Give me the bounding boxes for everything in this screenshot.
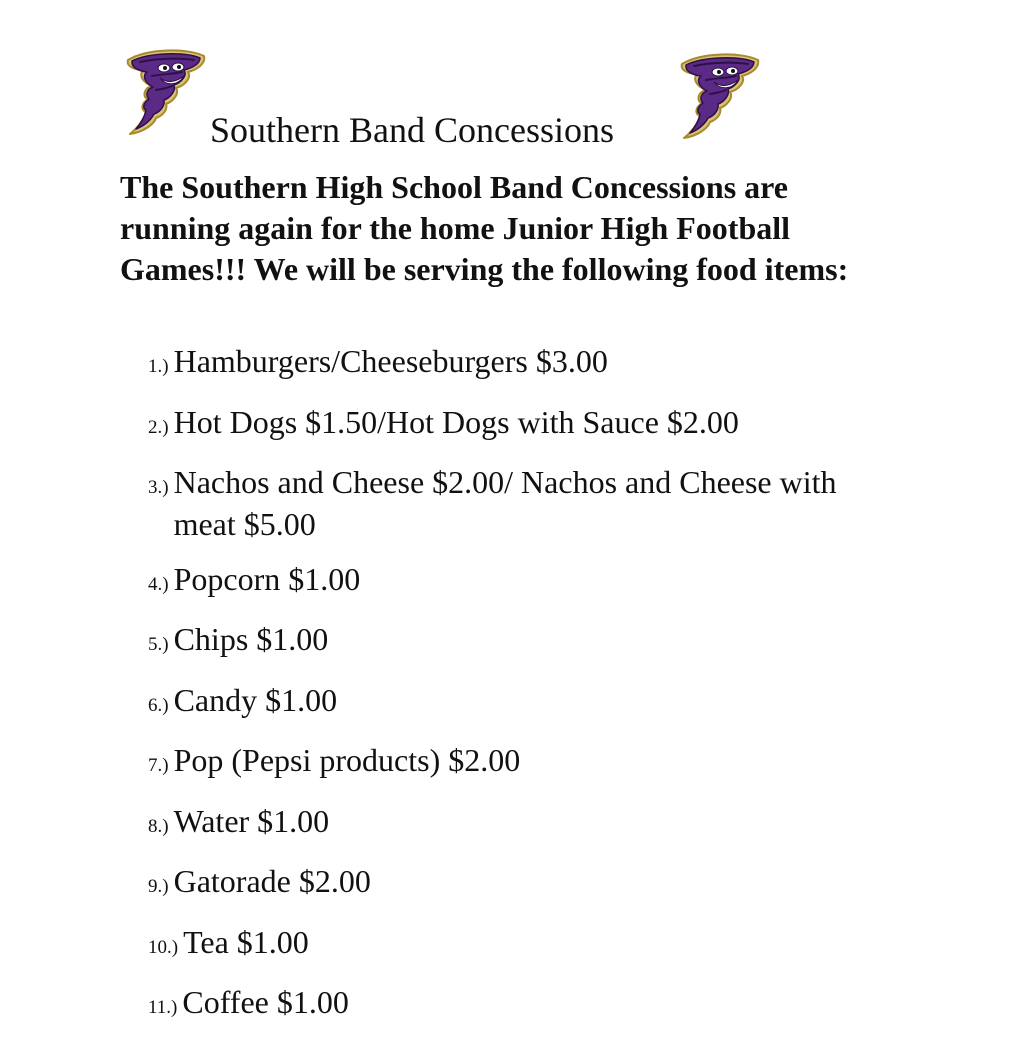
- menu-item: [148, 340, 868, 388]
- tornado-mascot-icon: [118, 46, 208, 141]
- menu-item-text: Nachos and Cheese $2.00/ Nachos and Cheese with meat $5.00: [173, 464, 837, 542]
- menu-item-text: Coffee $1.00: [182, 984, 349, 1020]
- menu-item-text: Popcorn $1.00: [173, 560, 361, 597]
- menu-item: [148, 618, 868, 666]
- menu-item: [148, 461, 868, 545]
- menu-item-text: Gatorade $2.00: [173, 863, 371, 899]
- menu-item-number: 9.): [148, 876, 169, 897]
- menu-item-text: Hot Dogs $1.50/Hot Dogs with Sauce $2.00: [173, 403, 739, 440]
- tornado-mascot-icon: [672, 50, 762, 145]
- menu-item-text: Candy $1.00: [173, 681, 338, 718]
- menu-item-text: Hamburgers/Cheeseburgers $3.00: [173, 343, 608, 379]
- menu-item: [148, 981, 868, 1029]
- menu-item-text: Chips $1.00: [173, 621, 329, 657]
- menu-item: [148, 860, 868, 908]
- menu-item-number: 8.): [148, 815, 169, 837]
- menu-item: [148, 558, 868, 606]
- menu-item-number: 1.): [148, 356, 169, 377]
- menu-item: [148, 921, 868, 969]
- page-title: Southern Band Concessions: [210, 110, 614, 150]
- menu-item-number: 6.): [148, 694, 169, 716]
- menu-list: [148, 340, 868, 1042]
- menu-item-number: 10.): [148, 936, 179, 958]
- intro-paragraph: The Southern High School Band Concessions are running again for the home Junior High Football Games!!! We will be serving the following food items:: [120, 169, 849, 287]
- menu-item: [148, 401, 868, 449]
- menu-item-number: 3.): [148, 477, 169, 498]
- menu-item-text: Pop (Pepsi products) $2.00: [173, 742, 521, 778]
- menu-item: [148, 739, 868, 787]
- menu-item: [148, 800, 868, 848]
- menu-item-text: Tea $1.00: [183, 923, 309, 960]
- menu-item-text: Water $1.00: [173, 802, 330, 839]
- menu-item-number: 2.): [148, 416, 169, 438]
- menu-item-number: 5.): [148, 634, 169, 655]
- menu-item-number: 4.): [148, 573, 169, 595]
- menu-item: [148, 679, 868, 727]
- menu-item-number: 11.): [148, 997, 178, 1018]
- menu-item-number: 7.): [148, 755, 169, 776]
